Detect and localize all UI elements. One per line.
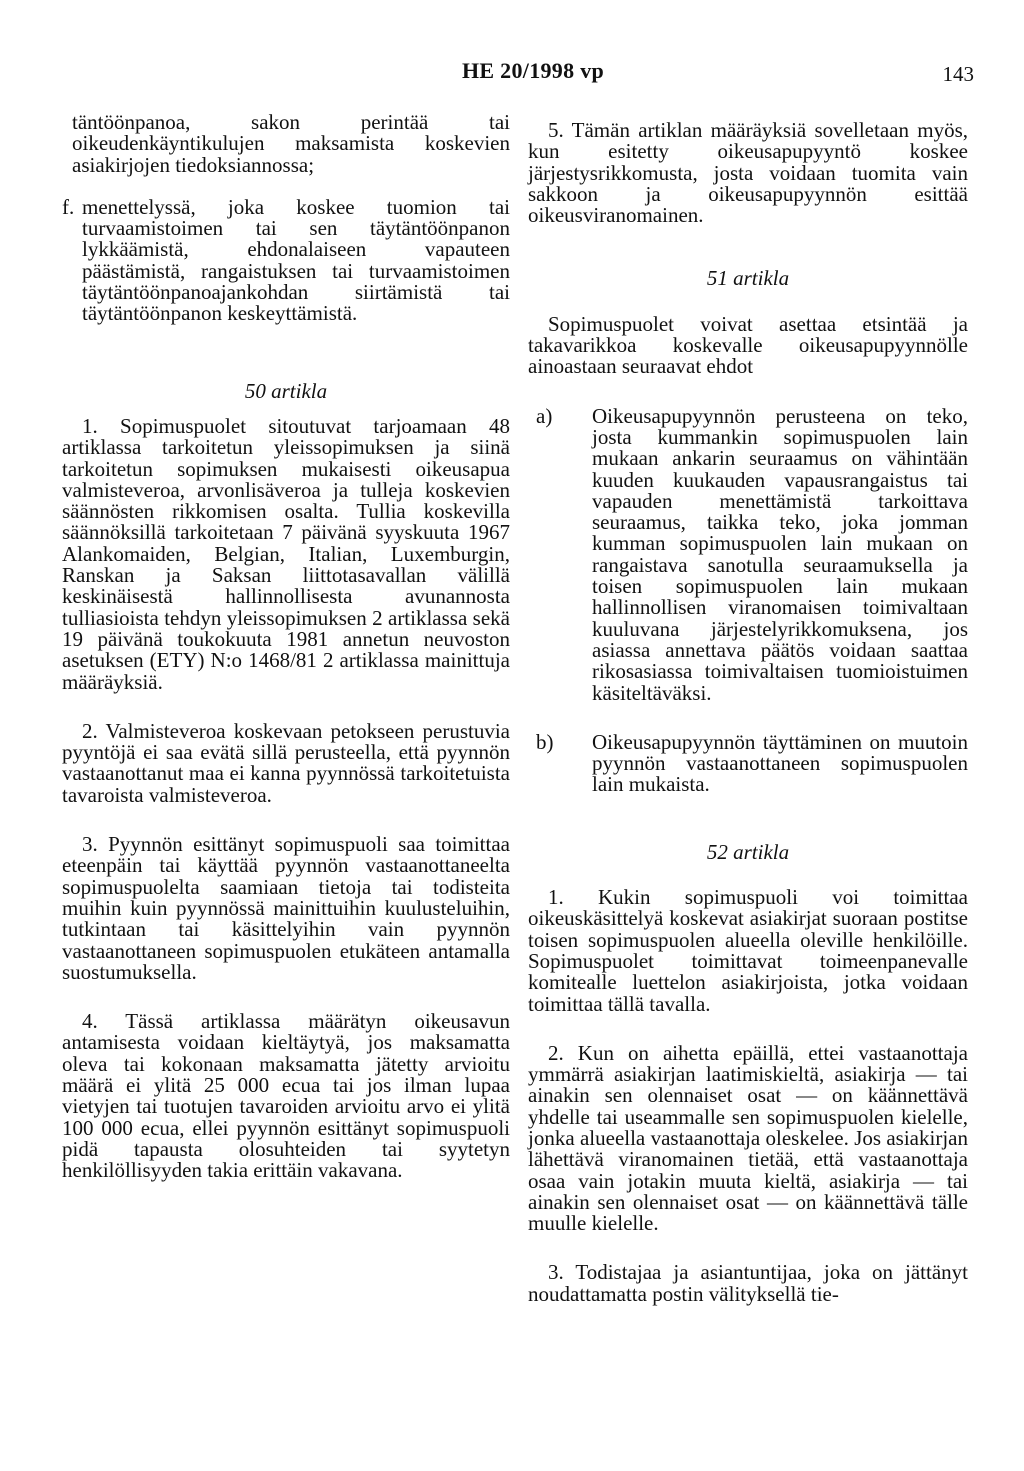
list-item-text: Oikeusapupyynnön perusteena on teko, josta kummankin sopimuspuolen lain mukaan ankarin seuraamus on vähintään kuuden kuukauden vapausrangaistus tai vapauden menettämistä tarkoittava seuraamus, taikka teko, joka jomman kumman sopimuspuolen lain mukaan on rangaistava sanotulla seuraamuksella ja toisen sopimuspuolen lain mukaan hallinnollisen viranomaisen toimivaltaan kuuluvana järjestelyrikkomuksena, jos asiassa annettava päätös voidaan saattaa rikosasiassa toimivaltaisen tuomioistuimen käsiteltäväksi.: [592, 403, 968, 705]
article-52-title: 52 artikla: [706, 839, 790, 864]
right-column: [528, 120, 968, 1305]
article-52-paragraph-1: 1. Kukin sopimuspuoli voi toimittaa oikeuskäsittelyä koskevat asiakirjat suoraan postitse toisen sopimuspuolen alueella oleville henkilöille. Sopimuspuolet toimittavat toimeenpanevalle komitealle luettelon asiakirjoista, jotka voidaan toimittaa tällä tavalla.: [528, 885, 968, 1016]
article-51-intro: Sopimuspuolet voivat asettaa etsintää ja takavarikkoa koskevalle oikeusapupyynnölle ainoastaan seuraavat ehdot: [528, 311, 968, 379]
list-item-text: menettelyssä, joka koskee tuomion tai turvaamistoimen tai sen täytäntöönpanon lykkäämistä, ehdonalaiseen vapauteen päästämistä, rangaistuksen tai turvaamistoimen täytäntöönpanoajankohdan siirtämistä tai täytäntöönpanon keskeyttämistä.: [82, 194, 510, 326]
article-51-title: 51 artikla: [706, 266, 790, 291]
article-50-paragraph-4: 4. Tässä artiklassa määrätyn oikeusavun antamisesta voidaan kieltäytyä, jos maksamatta oleva tai kokonaan maksamatta jätetty arvioitu määrä ei ylitä 25 000 ecua tai jos ilman lupaa vietyjen tai tuotujen tavaroiden arvioitu arvo ei ylitä 100 000 ecua, ellei pyynnön esittänyt sopimuspuoli pidä tapausta olosuhteiden tai syytetyn henkilöllisyyden takia erittäin vakavana.: [62, 1009, 510, 1183]
list-marker: a): [536, 403, 553, 428]
list-marker: b): [536, 729, 554, 754]
article-50-title: 50 artikla: [244, 378, 328, 403]
page-header: [0, 58, 1024, 88]
list-marker: f.: [62, 194, 75, 219]
article-51-item-b: [528, 729, 968, 797]
article-50-paragraph-2: 2. Valmisteveroa koskevaan petokseen perustuvia pyyntöjä ei saa evätä sillä perusteella, että pyynnön vastaanottanut maa ei kanna pyynnössä tarkoitetuista tavaroista valmisteveroa.: [62, 718, 510, 807]
article-50-paragraph-1: 1. Sopimuspuolet sitoutuvat tarjoamaan 48 artiklassa tarkoitetun yleissopimuksen ja siinä tarkoitetun sopimuksen mukaisesti oikeusapua valmisteveroa, arvonlisäveroa ja tulleja koskevien säännösten rikkomisen osalta. Tullia koskevilla säännöksillä tarkoitetaan 7 päivänä syyskuuta 1967 Alankomaiden, Belgian, Italian, Luxemburgin, Ranskan ja Saksan liittotasavallan välillä keskinäisestä hallinnollisesta avunannosta tulliasioista tehdyn yleissopimuksen 2 artiklassa sekä 19 päivänä toukokuuta 1981 annetun neuvoston asetuksen (ETY) N:o 1468/81 2 artiklassa mainittuja määräyksiä.: [62, 413, 510, 694]
list-item-text: Oikeusapupyynnön täyttäminen on muutoin pyynnön vastaanottaneen sopimuspuolen lain mukaista.: [592, 729, 968, 797]
item-e-continuation: täntöönpanoa, sakon perintää tai oikeudenkäyntikulujen maksamista koskevien asiakirjojen tiedoksiannossa;: [72, 110, 510, 177]
article-51-item-a: [528, 403, 968, 705]
page-number: 143: [942, 62, 974, 86]
list-item-f: [62, 194, 510, 326]
article-50-paragraph-3: 3. Pyynnön esittänyt sopimuspuoli saa toimittaa eteenpäin tai käyttää pyynnön vastaanottaneelta sopimuspuolelta saamiaan tietoja tai todisteita muihin kuin pyynnössä mainittuihin kuulusteluihin, tutkintaan tai käsittelyihin vain pyynnön vastaanottaneen sopimuspuolen etukäteen antamalla suostumuksella.: [62, 832, 510, 984]
article-52-paragraph-2: 2. Kun on aihetta epäillä, ettei vastaanottaja ymmärrä asiakirjan laatimiskieltä, asiakirja — tai ainakin sen olennaiset osat — on käännettävä yhdelle tai useammalle sen sopimuspuolen kielelle, jonka alueella vastaanottaja oleskelee. Jos asiakirjan lähettävä viranomainen tietää, että vastaanottaja osaa vain jotakin muuta kieltä, asiakirja — tai ainakin sen olennaiset osat — on käännettävä tälle muulle kielelle.: [528, 1040, 968, 1236]
document-id: HE 20/1998 vp: [462, 58, 605, 83]
article-50-paragraph-5: 5. Tämän artiklan määräyksiä sovelletaan myös, kun esitetty oikeusapupyyntö koskee järjestysrikkomusta, josta voidaan tuomita vain sakkoon ja oikeusapupyynnön esittää oikeusviranomainen.: [528, 118, 968, 228]
article-52-paragraph-3: 3. Todistajaa ja asiantuntijaa, joka on jättänyt noudattamatta postin välityksellä tie-: [528, 1260, 968, 1306]
left-column: [62, 112, 510, 1181]
